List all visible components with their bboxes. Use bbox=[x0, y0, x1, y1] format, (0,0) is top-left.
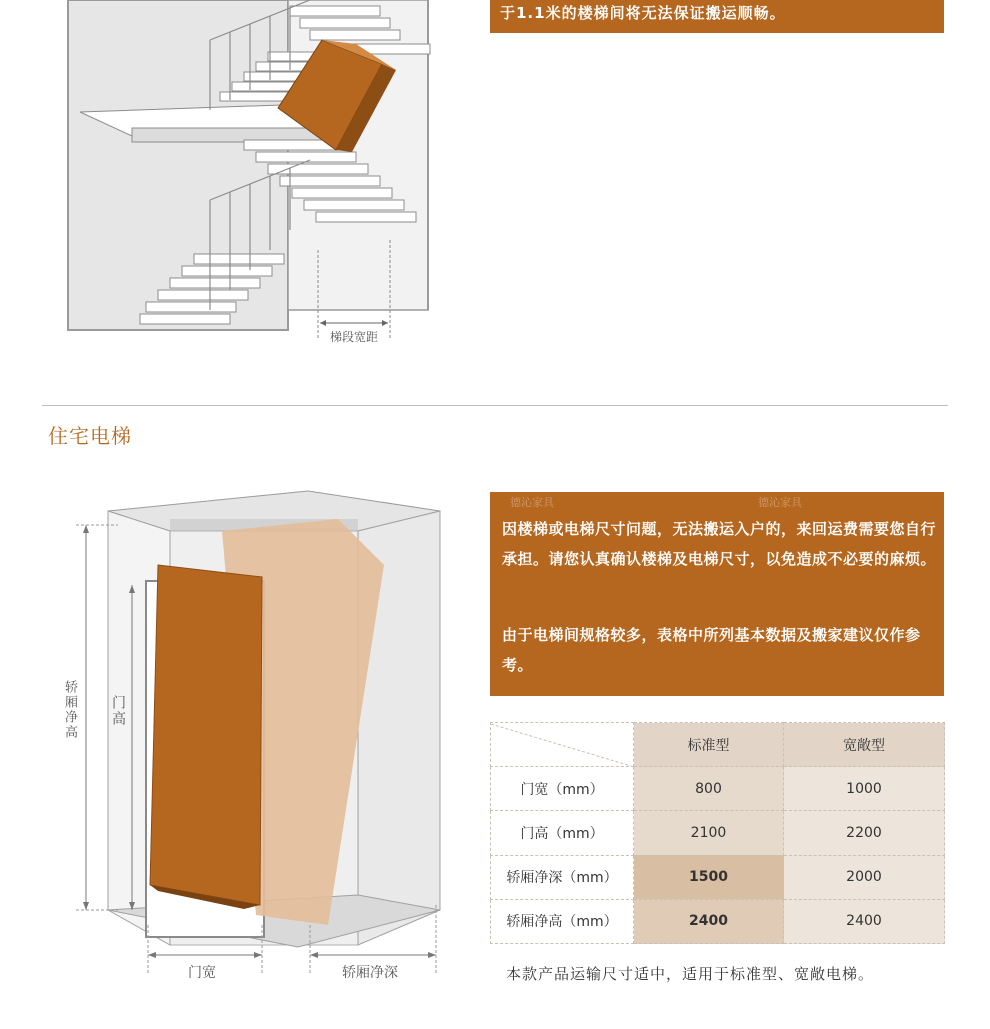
row-label: 门高（mm） bbox=[491, 811, 634, 855]
cell-standard: 2100 bbox=[634, 811, 784, 855]
table-row bbox=[491, 855, 945, 899]
car-height-label: 轿厢净高 bbox=[62, 680, 77, 740]
table-row bbox=[491, 899, 945, 943]
elevator-spec-table bbox=[490, 722, 945, 944]
top-notice-box bbox=[490, 0, 944, 33]
car-depth-label: 轿厢净深 bbox=[342, 965, 398, 981]
row-label: 门宽（mm） bbox=[491, 767, 634, 811]
cell-wide: 2000 bbox=[784, 855, 945, 899]
stair-width-label: 梯段宽距 bbox=[329, 330, 378, 344]
row-label: 轿厢净高（mm） bbox=[491, 899, 634, 943]
door-height-label: 门高 bbox=[110, 695, 126, 727]
door-width-label: 门宽 bbox=[188, 965, 216, 981]
elevator-illustration bbox=[48, 485, 448, 990]
section-title: 住宅电梯 bbox=[48, 424, 132, 448]
watermark: 德沁家具 bbox=[758, 496, 802, 509]
table-note: 本款产品运输尺寸适中，适用于标准型、宽敞电梯。 bbox=[506, 965, 875, 983]
table-header-row bbox=[491, 723, 945, 767]
cell-wide: 2200 bbox=[784, 811, 945, 855]
diagonal-line bbox=[491, 724, 631, 766]
watermark: 德沁家具 bbox=[510, 496, 554, 509]
col-header-standard: 标准型 bbox=[634, 723, 784, 767]
stair-illustration bbox=[60, 0, 450, 360]
col-header-wide: 宽敞型 bbox=[784, 723, 945, 767]
cell-standard: 800 bbox=[634, 767, 784, 811]
cell-wide: 2400 bbox=[784, 899, 945, 943]
cell-standard: 1500 bbox=[634, 855, 784, 899]
table-corner-cell bbox=[491, 723, 634, 767]
cell-wide: 1000 bbox=[784, 767, 945, 811]
section-divider bbox=[42, 405, 948, 406]
row-label: 轿厢净深（mm） bbox=[491, 855, 634, 899]
info-paragraph-1: 因楼梯或电梯尺寸问题，无法搬运入户的，来回运费需要您自行承担。请您认真确认楼梯及电梯尺寸，以免造成不必要的麻烦。 bbox=[502, 520, 937, 568]
info-paragraph-2: 由于电梯间规格较多，表格中所列基本数据及搬家建议仅作参考。 bbox=[502, 626, 921, 674]
table-row bbox=[491, 767, 945, 811]
info-box bbox=[490, 492, 944, 696]
top-notice-text: 于1.1米的楼梯间将无法保证搬运顺畅。 bbox=[500, 4, 786, 22]
cell-standard: 2400 bbox=[634, 899, 784, 943]
table-row bbox=[491, 811, 945, 855]
